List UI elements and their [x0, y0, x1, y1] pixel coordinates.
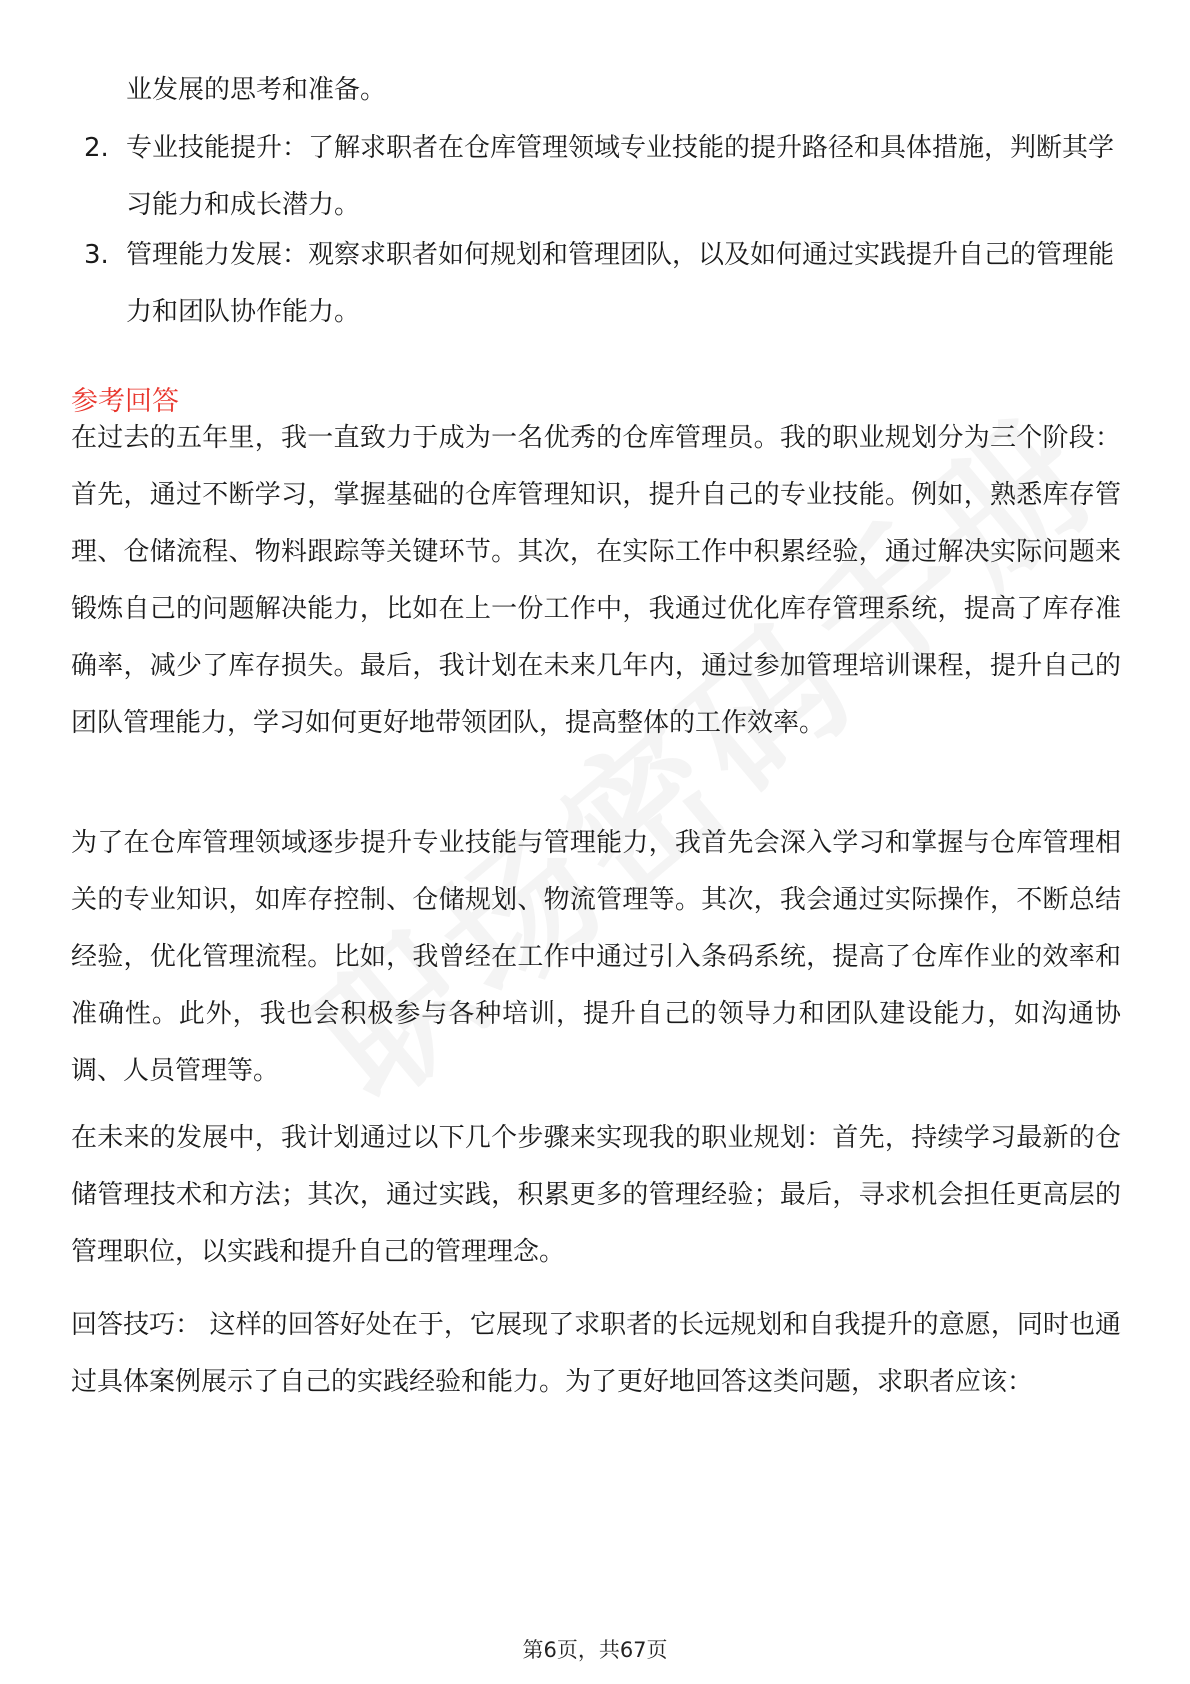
page-number-footer: 第6页，共67页 — [522, 1638, 668, 1662]
list-item-text: 管理能力发展：观察求职者如何规划和管理团队，以及如何通过实践提升自己的管理能力和团队协作能力。 — [126, 240, 1115, 327]
list-number: 3. — [84, 240, 109, 270]
list-item-continuation: 业发展的思考和准备。 — [126, 75, 387, 105]
answer-tips-paragraph: 回答技巧： 这样的回答好处在于，它展现了求职者的长远规划和自我提升的意愿，同时也通过具体案例展示了自己的实践经验和能力。为了更好地回答这类问题，求职者应该： — [71, 1310, 1121, 1397]
list-item-text: 专业技能提升：了解求职者在仓库管理领域专业技能的提升路径和具体措施，判断其学习能力和成长潜力。 — [126, 133, 1115, 220]
answer-paragraph-2: 为了在仓库管理领域逐步提升专业技能与管理能力，我首先会深入学习和掌握与仓库管理相关的专业知识，如库存控制、仓储规划、物流管理等。其次，我会通过实际操作，不断总结经验，优化管理流程。比如，我曾经在工作中通过引入条码系统，提高了仓库作业的效率和准确性。此外，我也会积极参与各种培训，提升自己的领导力和团队建设能力，如沟通协调、人员管理等。 — [71, 828, 1121, 1086]
answer-paragraph-1: 在过去的五年里，我一直致力于成为一名优秀的仓库管理员。我的职业规划分为三个阶段：首先，通过不断学习，掌握基础的仓库管理知识，提升自己的专业技能。例如，熟悉库存管理、仓储流程、物料跟踪等关键环节。其次，在实际工作中积累经验，通过解决实际问题来锻炼自己的问题解决能力，比如在上一份工作中，我通过优化库存管理系统，提高了库存准确率，减少了库存损失。最后，我计划在未来几年内，通过参加管理培训课程，提升自己的团队管理能力，学习如何更好地带领团队，提高整体的工作效率。 — [71, 423, 1121, 738]
list-number: 2. — [84, 133, 109, 163]
section-heading: 参考回答 — [71, 386, 179, 417]
answer-paragraph-3: 在未来的发展中，我计划通过以下几个步骤来实现我的职业规划：首先，持续学习最新的仓储管理技术和方法；其次，通过实践，积累更多的管理经验；最后，寻求机会担任更高层的管理职位，以实践和提升自己的管理理念。 — [71, 1123, 1121, 1267]
